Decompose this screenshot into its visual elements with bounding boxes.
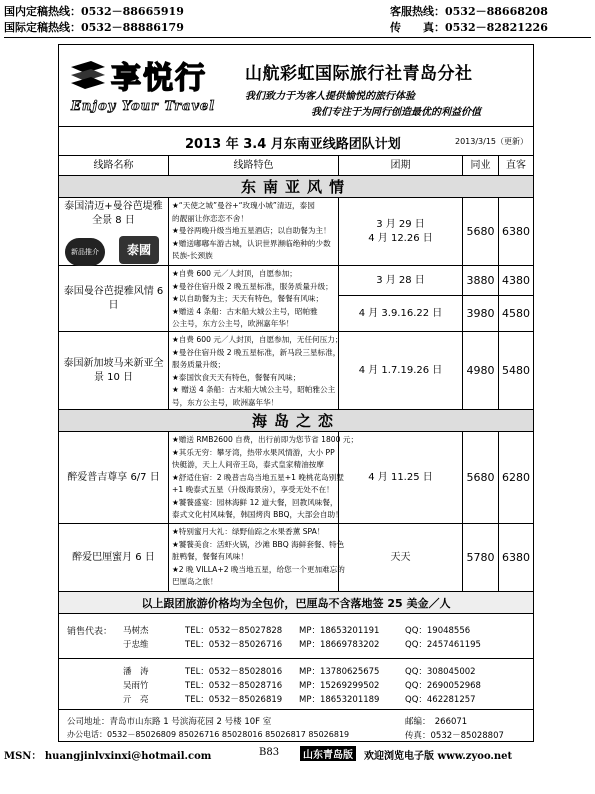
msn-contact: MSN： huangjinlvxinxi@hotmail.com — [4, 751, 212, 762]
contact-qq: QQ：462281257 — [405, 695, 476, 705]
stacked-books-icon — [69, 59, 107, 95]
contact-tel: TEL：0532－85026819 — [185, 695, 283, 705]
slogan-line-2: 我们专注于为同行创造最优的利益价值 — [311, 107, 481, 118]
retail-price: 5480 — [499, 332, 533, 410]
tour-dates: 天天 — [339, 524, 463, 592]
thailand-badge: 泰國 — [119, 236, 159, 264]
route-features: ★自费 600 元／人封顶，自愿参加； ★曼谷住宿升级 2 晚五星标准，服务质量升级； ★以自助餐为主；天天有特色，餐餐有风味； ★赠送 4 条船：古末船大城公主号，昭帕雅 公主号，东方公主号，欧洲嘉年华！ — [169, 266, 339, 332]
divider — [59, 709, 533, 710]
logo-text: 享悦行 — [111, 61, 207, 96]
tour-table — [59, 155, 533, 659]
ad-page — [58, 44, 534, 742]
col-header-dates: 团期 — [339, 156, 463, 176]
tour-dates: 4 月 3.9.16.22 日 — [339, 296, 463, 332]
contact-tel: TEL：0532－85028716 — [185, 681, 283, 691]
contact-name: 马树杰 — [123, 626, 149, 636]
company-address: 公司地址：青岛市山东路 1 号滨海花园 2 号楼 10F 室 — [67, 717, 272, 727]
trade-price: 4980 — [463, 332, 499, 410]
contact-name: 于忠维 — [123, 640, 149, 650]
tour-dates: 4 月 11.25 日 — [339, 432, 463, 524]
office-fax: 传真：0532－85028807 — [405, 731, 504, 741]
tour-dates: 3 月 29 日 4 月 12.26 日 — [339, 198, 463, 266]
retail-price: 4580 — [499, 296, 533, 332]
contact-mobile: MP：13780625675 — [299, 667, 380, 677]
contact-qq: QQ：19048556 — [405, 626, 471, 636]
contact-name: 亓 亮 — [123, 695, 149, 705]
domestic-hotline: 国内定稿热线：0532－88665919 — [4, 5, 184, 18]
contact-qq: QQ：2690052968 — [405, 681, 481, 691]
route-features: ★赠送 RMB2600 自费，出行前即为您节省 1800 元； ★其乐无穷：攀牙湾，热带水果风情游，大小 PP 快艇游，天上人间帝王岛，泰式皇家精油按摩 ★舒适住宿：2 晚普吉岛当地五星+1 晚桃花岛别墅 +1 晚泰式五星（升级海景房），享受无处不在！ ★饕餮盛宴：园林海鲜 12 道大餐，回教风味餐， 泰式文化村风味餐，韩国烤肉 BBQ，大部会自助！ — [169, 432, 339, 524]
fax-number: 传 真：0532－82821226 — [390, 21, 548, 34]
new-product-badge: 新品推介 — [65, 238, 105, 266]
route-name: 泰国新加坡马来新亚全景 10 日 — [59, 332, 169, 410]
service-hotline: 客服热线：0532－88668208 — [390, 5, 548, 18]
slogan-line-1: 我们致力于为客人提供愉悦的旅行体验 — [245, 91, 415, 102]
contact-name: 吴雨竹 — [123, 681, 149, 691]
intl-hotline: 国际定稿热线：0532－88886179 — [4, 21, 184, 34]
route-name: 泰国曼谷芭提雅风情 6 日 — [59, 266, 169, 332]
route-name: 醉爱巴厘蜜月 6 日 — [59, 524, 169, 592]
tour-dates: 4 月 1.7.19.26 日 — [339, 332, 463, 410]
retail-price: 6380 — [499, 198, 533, 266]
contact-tel: TEL：0532－85028016 — [185, 667, 283, 677]
route-name: 醉爱普吉尊享 6/7 日 — [59, 432, 169, 524]
contact-mobile: MP：15269299502 — [299, 681, 380, 691]
office-phone: 办公电话：0532－85026809 85026716 85028016 85026817 85026819 — [67, 730, 350, 739]
col-header-features: 线路特色 — [169, 156, 339, 176]
trade-price: 5780 — [463, 524, 499, 592]
footer-bar — [4, 745, 591, 763]
page-title: 2013 年 3.4 月东南亚线路团队计划 — [185, 137, 401, 152]
website-slogan[interactable]: 欢迎浏览电子版 www.zyoo.net — [364, 751, 513, 762]
price-footnote: 以上跟团旅游价格均为全包价，巴厘岛不含落地签 25 美金／人 — [59, 592, 533, 614]
trade-price: 5680 — [463, 198, 499, 266]
trade-price: 5680 — [463, 432, 499, 524]
route-name: 泰国清迈+曼谷芭堤雅全景 8 日 — [64, 201, 163, 226]
logo-slogan: Enjoy Your Travel — [71, 99, 216, 114]
contact-qq: QQ：308045002 — [405, 667, 476, 677]
retail-price: 4380 — [499, 266, 533, 296]
trade-price: 3980 — [463, 296, 499, 332]
col-header-retail: 直客 — [499, 156, 533, 176]
trade-price: 3880 — [463, 266, 499, 296]
section-southeast-asia — [59, 176, 533, 198]
header — [59, 45, 533, 127]
contact-mobile: MP：18653201191 — [299, 626, 380, 636]
section-island-love — [59, 410, 533, 432]
contact-name: 潘 涛 — [123, 667, 149, 677]
col-header-route: 线路名称 — [59, 156, 169, 176]
route-features: ★自费 600 元／人封顶，自愿参加，无任何压力； ★曼谷住宿升级 2 晚五星标准，新马段三星标准， 服务质量升级； ★泰国饮食天天有特色，餐餐有风味； ★ 赠送 4 条船：古末船大城公主号，昭帕雅公主 号，东方公主号，欧洲嘉年华！ — [169, 332, 339, 410]
plan-title — [59, 129, 533, 151]
section-title: 东南亚风情 — [240, 178, 351, 196]
company-name: 山航彩虹国际旅行社青岛分社 — [245, 64, 473, 84]
brand-logo — [67, 51, 235, 123]
edition-label: 山东青岛版 — [300, 746, 356, 761]
contact-mobile: MP：18653201189 — [299, 695, 380, 705]
postcode: 邮编： 266071 — [405, 717, 468, 727]
page-number: B83 — [259, 747, 280, 758]
contact-tel: TEL：0532－85026716 — [185, 640, 283, 650]
section-title: 海岛之恋 — [251, 412, 340, 430]
update-date: 2013/3/15（更新） — [455, 137, 529, 146]
contact-qq: QQ：2457461195 — [405, 640, 481, 650]
hotline-bar — [4, 4, 591, 38]
route-features: ★特别蜜月大礼：绿野仙踪之水果香薰 SPA！ ★饕餮美食：活虾火锅，沙滩 BBQ 海鲜套餐、特色 脏鸭餐，餐餐有风味！ ★2 晚 VILLA+2 晚当地五星，给您一个更加难忘的 巴厘岛之旅！ — [169, 524, 339, 592]
tour-dates: 3 月 28 日 — [339, 266, 463, 296]
contact-mobile: MP：18669783202 — [299, 640, 380, 650]
route-name-cell — [59, 198, 169, 266]
contacts-label: 销售代表： — [67, 627, 113, 637]
retail-price: 6380 — [499, 524, 533, 592]
retail-price: 6280 — [499, 432, 533, 524]
col-header-trade: 同业 — [463, 156, 499, 176]
contact-tel: TEL：0532－85027828 — [185, 626, 283, 636]
route-features: ★“天使之城”曼谷+“玫瑰小城”清迈，泰园 的靓丽让你恋恋不舍！ ★曼谷两晚升级当地五星酒店；以自助餐为主！ ★赠送嘟嘟车游古城，认识世界濒临绝种的少数 民族-长颈族 — [169, 198, 339, 266]
